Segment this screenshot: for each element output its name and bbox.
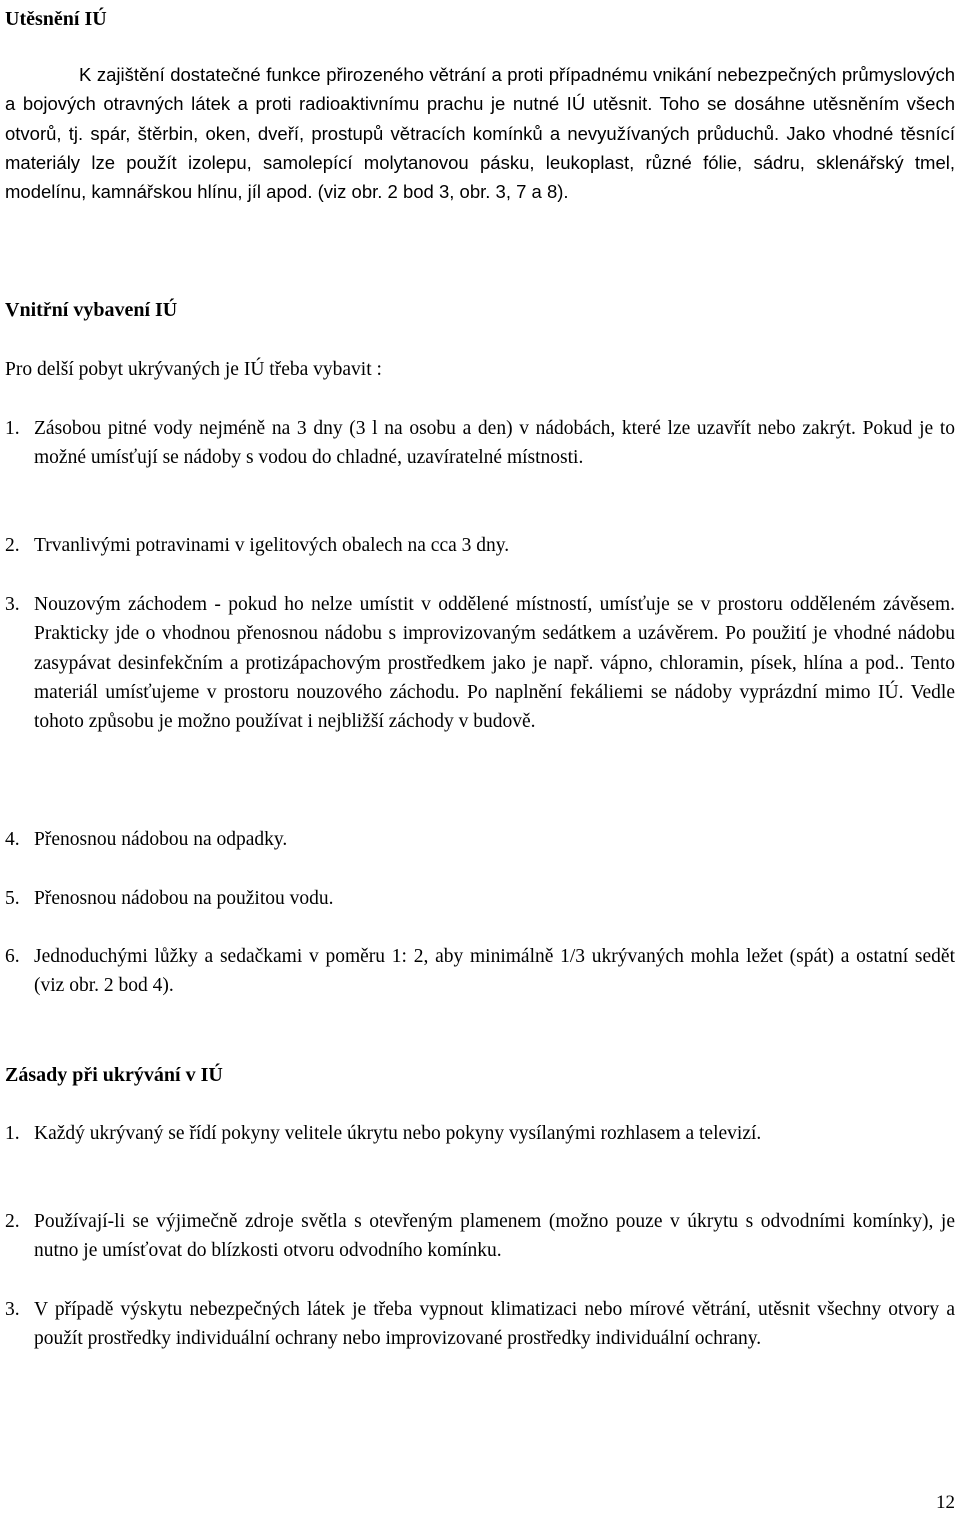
equipment-item-6: [5, 942, 955, 1001]
equipment-item-4: [5, 825, 955, 854]
equipment-intro: Pro delší pobyt ukrývaných je IÚ třeba vybavit :: [5, 359, 382, 380]
page-number: 12: [936, 1492, 955, 1513]
section-heading-equipment: Vnitřní vybavení IÚ: [5, 299, 178, 321]
equipment-item-1: [5, 414, 955, 473]
list-item-number: 3.: [5, 594, 20, 615]
list-item-text: Každý ukrývaný se řídí pokyny velitele úkrytu nebo pokyny vysílanými rozhlasem a televizí.: [34, 1123, 762, 1144]
list-item-number: 2.: [5, 535, 20, 556]
equipment-item-2: [5, 531, 955, 560]
sealing-paragraph: K zajištění dostatečné funkce přirozeného větrání a proti případnému vnikání nebezpečných průmyslových a bojových otravných látek a proti radioaktivnímu prachu je nutné IÚ utěsnit. Toho se dosáhne utěsněním všech otvorů, tj. spár, štěrbin, oken, dveří, prostupů větracích komínků a nevyužívaných průduchů. Jako vhodné těsnící materiály lze použít izolepu, samolepící molytanovou pásku, leukoplast, různé fólie, sádru, sklenářský tmel, modelínu, kamnářskou hlínu, jíl apod. (viz obr. 2 bod 3, obr. 3, 7 a 8).: [5, 64, 955, 203]
list-item-text: V případě výskytu nebezpečných látek je třeba vypnout klimatizaci nebo mírové větrání, utěsnit všechny otvory a použít prostředky individuální ochrany nebo improvizované prostředky individuální ochrany.: [34, 1299, 955, 1350]
list-item-number: 4.: [5, 829, 20, 850]
equipment-item-5: [5, 884, 955, 913]
section-heading-principles: Zásady při ukrývání v IÚ: [5, 1064, 223, 1086]
list-item-number: 2.: [5, 1211, 20, 1232]
principles-item-3: [5, 1295, 955, 1354]
list-item-text: Nouzovým záchodem - pokud ho nelze umístit v oddělené místností, umísťuje se v prostoru odděleném závěsem. Prakticky jde o vhodnou přenosnou nádobu s improvizovaným sedátkem a uzávěrem. Po použití je vhodné nádobu zasypávat desinfekčním a protizápachovým prostředkem jako je např. vápno, chloramin, písek, hlína a pod.. Tento materiál umísťujeme v prostoru nouzového záchodu. Po naplnění fekáliemi se nádoby vyprázdní mimo IÚ. Vedle tohoto způsobu je možno používat i nejbližší záchody v budově.: [34, 594, 955, 733]
list-item-text: Přenosnou nádobou na použitou vodu.: [34, 888, 334, 909]
list-item-text: Trvanlivými potravinami v igelitových obalech na cca 3 dny.: [34, 535, 510, 556]
list-item-text: Používají-li se výjimečně zdroje světla s otevřeným plamenem (možno pouze v úkrytu s odvodními komínky), je nutno je umísťovat do blízkosti otvoru odvodního komínku.: [34, 1211, 955, 1262]
list-item-number: 5.: [5, 888, 20, 909]
principles-item-1: [5, 1119, 955, 1148]
section-heading-sealing: Utěsnění IÚ: [5, 8, 107, 30]
list-item-number: 1.: [5, 1123, 20, 1144]
list-item-number: 1.: [5, 418, 20, 439]
equipment-item-3: [5, 590, 955, 736]
list-item-number: 6.: [5, 946, 20, 967]
list-item-text: Přenosnou nádobou na odpadky.: [34, 829, 288, 850]
list-item-text: Jednoduchými lůžky a sedačkami v poměru 1: 2, aby minimálně 1/3 ukrývaných mohla ležet (spát) a ostatní sedět (viz obr. 2 bod 4).: [34, 946, 955, 997]
list-item-text: Zásobou pitné vody nejméně na 3 dny (3 l na osobu a den) v nádobách, které lze uzavřít nebo zakrýt. Pokud je to možné umísťují se nádoby s vodou do chladné, uzavíratelné místnosti.: [34, 418, 955, 469]
list-item-number: 3.: [5, 1299, 20, 1320]
principles-item-2: [5, 1207, 955, 1266]
